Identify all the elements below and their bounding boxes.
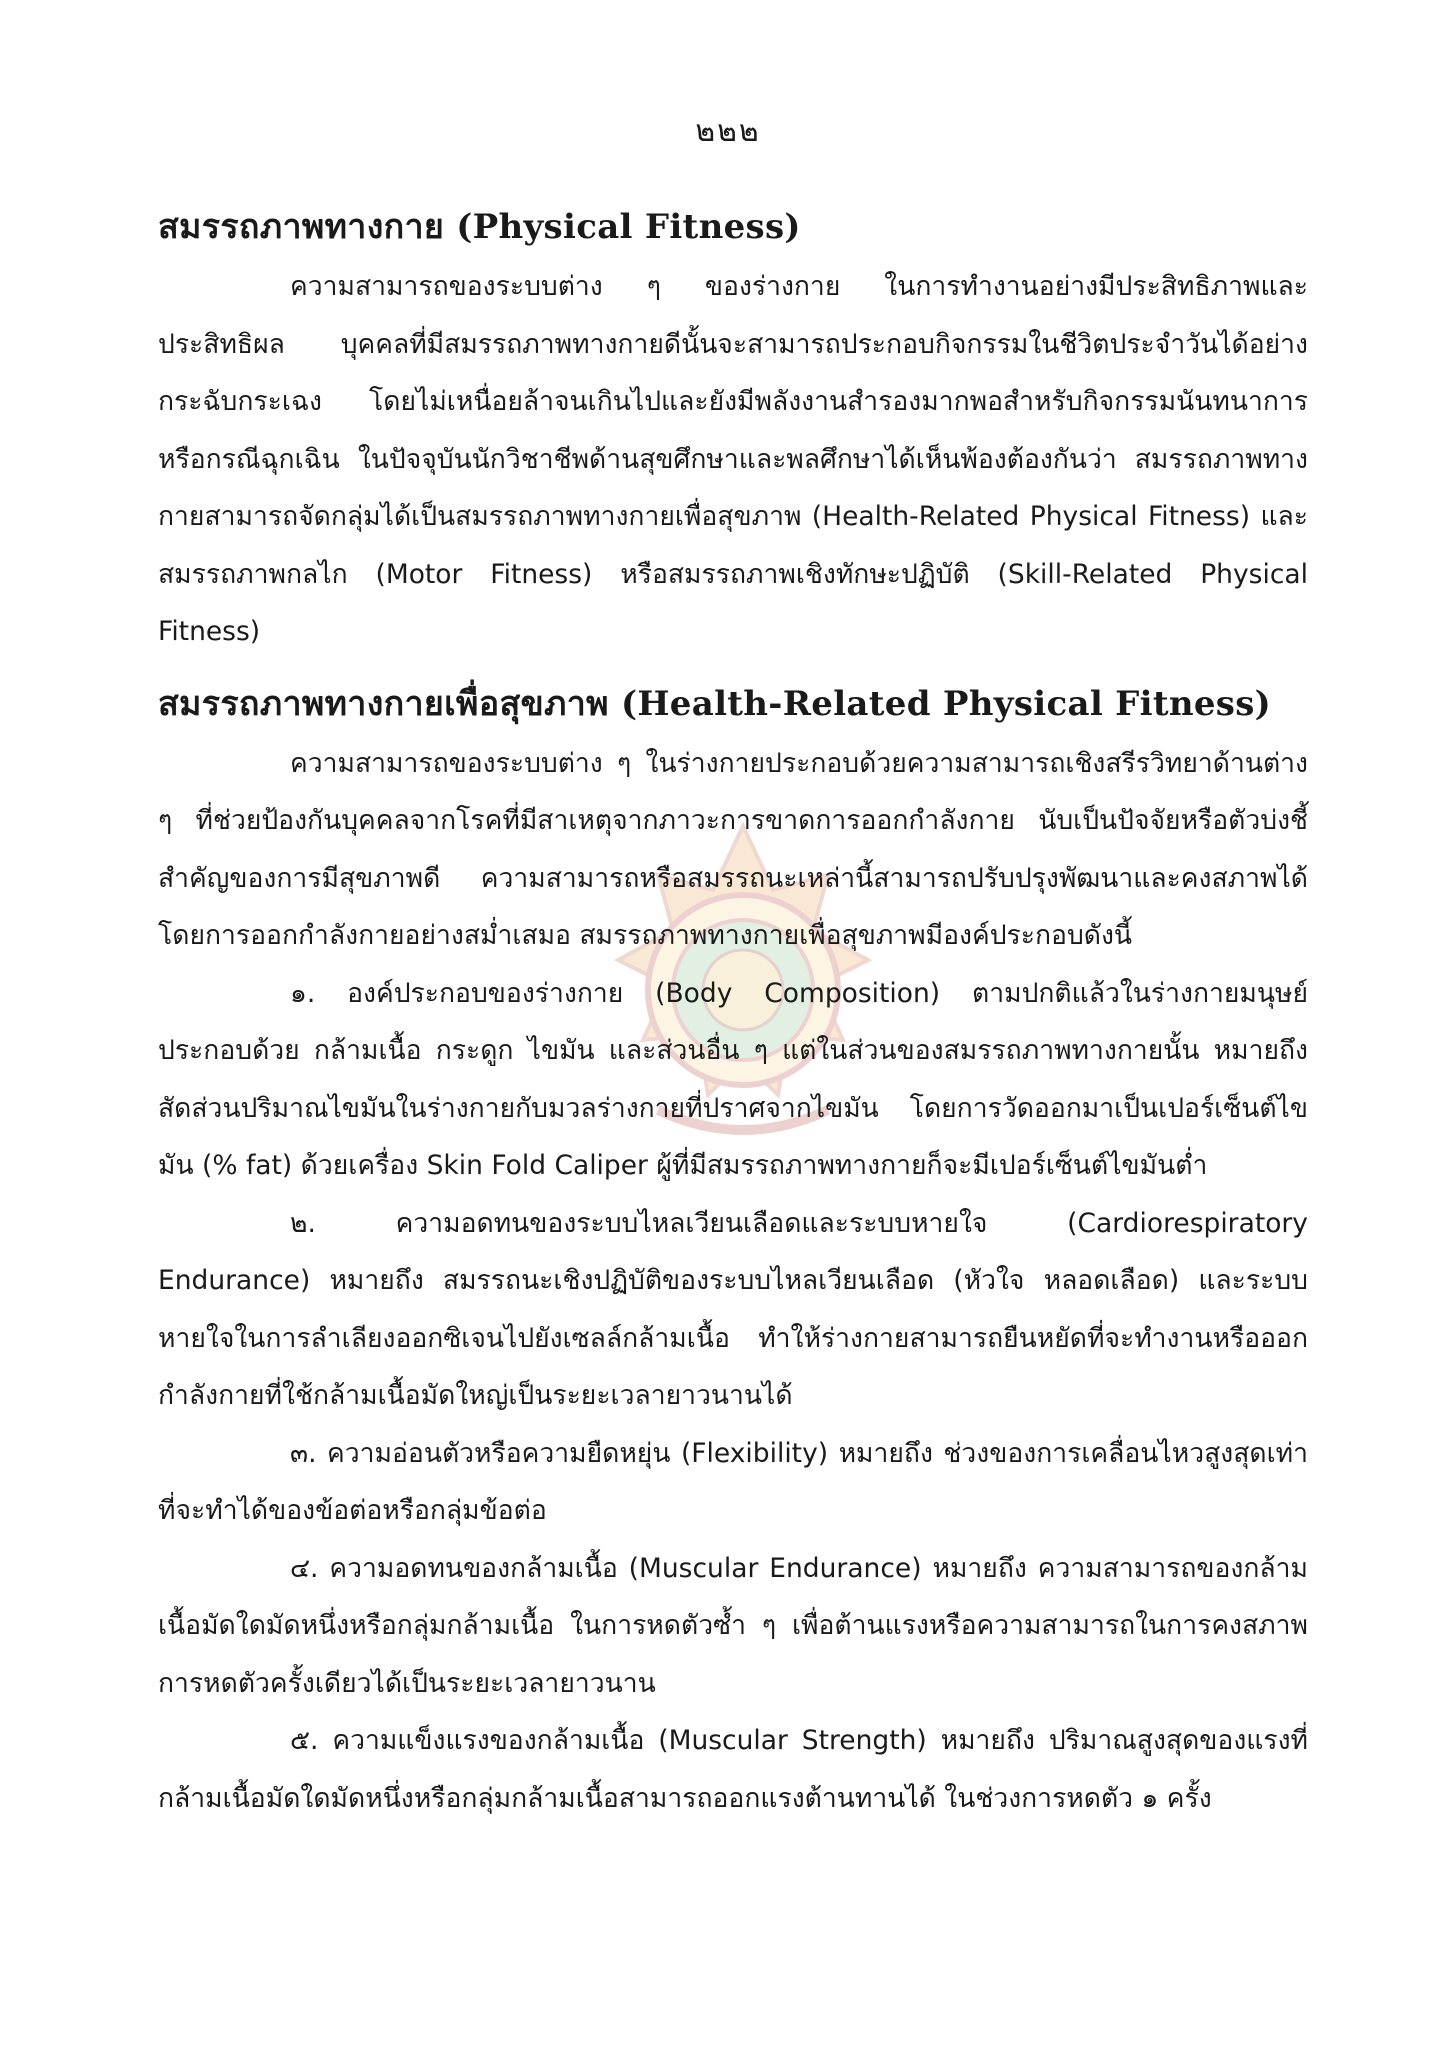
paragraph-item-muscular-endurance: ๔. ความอดทนของกล้ามเนื้อ (Muscular Endurance) หมายถึง ความสามารถของกล้ามเนื้อมัดใดมัดหนึ่งหรือกลุ่มกล้ามเนื้อ ในการหดตัวซ้ำ ๆ เพื่อต้านแรงหรือความสามารถในการคงสภาพการหดตัวครั้งเดียวได้เป็นระยะเวลายาวนาน xyxy=(158,1552,1308,1699)
paragraph-item-body-composition: ๑. องค์ประกอบของร่างกาย (Body Composition) ตามปกติแล้วในร่างกายมนุษย์ประกอบด้วย กล้ามเนื้อ กระดูก ไขมัน และส่วนอื่น ๆ แต่ในส่วนของสมรรถภาพทางกายนั้น หมายถึง สัดส่วนปริมาณไขมันในร่างกายกับมวลร่างกายที่ปราศจากไขมัน โดยการวัดออกมาเป็นเปอร์เซ็นต์ไขมัน (% fat) ด้วยเครื่อง Skin Fold Caliper ผู้ที่มีสมรรถภาพทางกายก็จะมีเปอร์เซ็นต์ไขมันต่ำ xyxy=(158,977,1308,1181)
paragraph-item-cardiorespiratory: ๒. ความอดทนของระบบไหลเวียนเลือดและระบบหายใจ (Cardiorespiratory Endurance) หมายถึง สมรรถนะเชิงปฏิบัติของระบบไหลเวียนเลือด (หัวใจ หลอดเลือด) และระบบหายใจในการลำเลียงออกซิเจนไปยังเซลล์กล้ามเนื้อ ทำให้ร่างกายสามารถยืนหยัดที่จะทำงานหรือออกกำลังกายที่ใช้กล้ามเนื้อมัดใหญ่เป็นระยะเวลายาวนานได้ xyxy=(158,1207,1308,1411)
paragraph-health-related-intro: ความสามารถของระบบต่าง ๆ ในร่างกายประกอบด้วยความสามารถเชิงสรีรวิทยาด้านต่าง ๆ ที่ช่วยป้องกันบุคคลจากโรคที่มีสาเหตุจากภาวะการขาดการออกกำลังกาย นับเป็นปัจจัยหรือตัวบ่งชี้สำคัญของการมีสุขภาพดี ความสามารถหรือสมรรถนะเหล่านี้สามารถปรับปรุงพัฒนาและคงสภาพได้ โดยการออกกำลังกายอย่างสม่ำเสมอ สมรรถภาพทางกายเพื่อสุขภาพมีองค์ประกอบดังนี้ xyxy=(158,747,1308,951)
paragraph-item-muscular-strength: ๕. ความแข็งแรงของกล้ามเนื้อ (Muscular Strength) หมายถึง ปริมาณสูงสุดของแรงที่กล้ามเนื้อมัดใดมัดหนึ่งหรือกลุ่มกล้ามเนื้อสามารถออกแรงต้านทานได้ ในช่วงการหดตัว ๑ ครั้ง xyxy=(158,1725,1308,1814)
paragraph-physical-fitness-definition: ความสามารถของระบบต่าง ๆ ของร่างกาย ในการทำงานอย่างมีประสิทธิภาพและประสิทธิผล บุคคลที่มีสมรรถภาพทางกายดีนั้นจะสามารถประกอบกิจกรรมในชีวิตประจำวันได้อย่างกระฉับกระเฉง โดยไม่เหนื่อยล้าจนเกินไปและยังมีพลังงานสำรองมากพอสำหรับกิจกรรมนันทนาการหรือกรณีฉุกเฉิน ในปัจจุบันนักวิชาชีพด้านสุขศึกษาและพลศึกษาได้เห็นพ้องต้องกันว่า สมรรถภาพทางกายสามารถจัดกลุ่มได้เป็นสมรรถภาพทางกายเพื่อสุขภาพ (Health-Related Physical Fitness) และสมรรถภาพกลไก (Motor Fitness) หรือสมรรถภาพเชิงทักษะปฏิบัติ (Skill-Related Physical Fitness) xyxy=(158,271,1308,647)
paragraph-item-flexibility: ๓. ความอ่อนตัวหรือความยืดหยุ่น (Flexibility) หมายถึง ช่วงของการเคลื่อนไหวสูงสุดเท่าที่จะทำได้ของข้อต่อหรือกลุ่มข้อต่อ xyxy=(158,1437,1308,1526)
section-heading-physical-fitness: สมรรถภาพทางกาย (Physical Fitness) xyxy=(158,207,801,247)
document-body xyxy=(158,196,1308,1827)
section-heading-health-related-fitness: สมรรถภาพทางกายเพื่อสุขภาพ (Health-Related Physical Fitness) xyxy=(158,683,1272,724)
page-number: ๒๒๒ xyxy=(695,114,761,149)
